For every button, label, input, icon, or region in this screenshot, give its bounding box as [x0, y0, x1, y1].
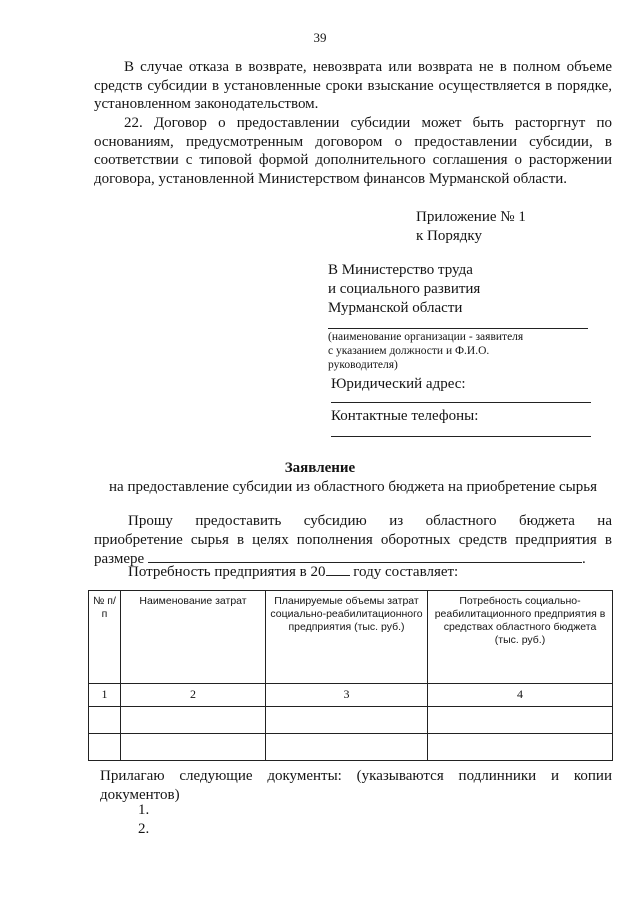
- need-suffix: году составляет:: [353, 564, 459, 580]
- table-row: [89, 707, 613, 734]
- hint-line-1: (наименование организации - заявителя: [328, 331, 524, 343]
- appendix-block: [416, 208, 526, 246]
- amount-label: размере: [94, 551, 145, 567]
- appendix-line-2: к Порядку: [416, 228, 482, 244]
- need-prefix: Потребность предприятия в 20: [128, 564, 326, 580]
- statement-subtitle: на предоставление субсидии из областного бюджета на приобретение сырья: [109, 479, 597, 495]
- phones-block: [331, 407, 591, 437]
- table-cell[interactable]: [121, 707, 266, 734]
- addressee-line-1: В Министерство труда: [328, 262, 473, 278]
- column-number-2: 2: [121, 684, 266, 707]
- attachments-intro: Прилагаю следующие документы: (указываются подлинники и копии документов): [100, 768, 612, 803]
- header-budget-need: Потребность социально-реабилитационного предприятия в средствах областного бюджета (тыс. руб.): [428, 591, 613, 684]
- refusal-paragraph: [94, 58, 612, 114]
- table-cell[interactable]: [121, 734, 266, 761]
- amount-end: .: [581, 551, 586, 567]
- table-cell[interactable]: [428, 707, 613, 734]
- table-cell[interactable]: [266, 734, 428, 761]
- header-cost-name: Наименование затрат: [121, 591, 266, 684]
- clause-22-text: 22. Договор о предоставлении субсидии может быть расторгнут по основаниям, предусмотренным договором о предоставлении субсидии, в соответствии с типовой формой дополнительного соглашения о расторжении договора, установленной Министерством финансов Мурманской области.: [94, 115, 612, 187]
- phones-label: Контактные телефоны:: [331, 408, 479, 424]
- appendix-line-1: Приложение № 1: [416, 209, 526, 225]
- organization-name-line: [328, 318, 588, 329]
- statement-title: Заявление: [284, 460, 356, 476]
- hint-line-3: руководителя): [328, 359, 398, 371]
- page-number: 39: [313, 30, 327, 45]
- table-cell[interactable]: [89, 707, 121, 734]
- addressee-line-3: Мурманской области: [328, 300, 463, 316]
- legal-address-block: [331, 375, 591, 403]
- hint-line-2: с указанием должности и Ф.И.О.: [328, 345, 490, 357]
- table-numbering-row: [89, 684, 613, 707]
- request-line-1: Прошу предоставить субсидию из областного бюджета на: [128, 513, 612, 529]
- list-item: 1.: [138, 802, 150, 818]
- column-number-1: 1: [89, 684, 121, 707]
- table-header-row: [89, 591, 613, 684]
- phones-line: [331, 426, 591, 437]
- column-number-3: 3: [266, 684, 428, 707]
- request-line-2: приобретение сырья в целях пополнения оборотных средств предприятия в: [94, 531, 612, 548]
- legal-address-label: Юридический адрес:: [331, 376, 466, 392]
- list-item: 2.: [138, 821, 150, 837]
- need-line: [128, 562, 608, 582]
- addressee-block: [328, 261, 588, 329]
- header-number: № п/п: [89, 591, 121, 684]
- attachments-list: [138, 801, 149, 839]
- year-field[interactable]: [326, 562, 350, 576]
- table-cell[interactable]: [89, 734, 121, 761]
- table-row: [89, 734, 613, 761]
- table-cell[interactable]: [428, 734, 613, 761]
- clause-22-paragraph: [94, 114, 612, 188]
- refusal-text: В случае отказа в возврате, невозврата или возврата не в полном объеме средств субсидии в установленные сроки взыскание осуществляется в порядке, установленном законодательством.: [94, 59, 612, 112]
- request-paragraph: [94, 512, 612, 569]
- table-cell[interactable]: [266, 707, 428, 734]
- header-planned-costs: Планируемые объемы затрат социально-реабилитационного предприятия (тыс. руб.): [266, 591, 428, 684]
- legal-address-line: [331, 394, 591, 403]
- costs-table: [88, 590, 613, 761]
- addressee-line-2: и социального развития: [328, 281, 481, 297]
- column-number-4: 4: [428, 684, 613, 707]
- amount-field[interactable]: [148, 549, 582, 563]
- organization-hint: [328, 330, 588, 372]
